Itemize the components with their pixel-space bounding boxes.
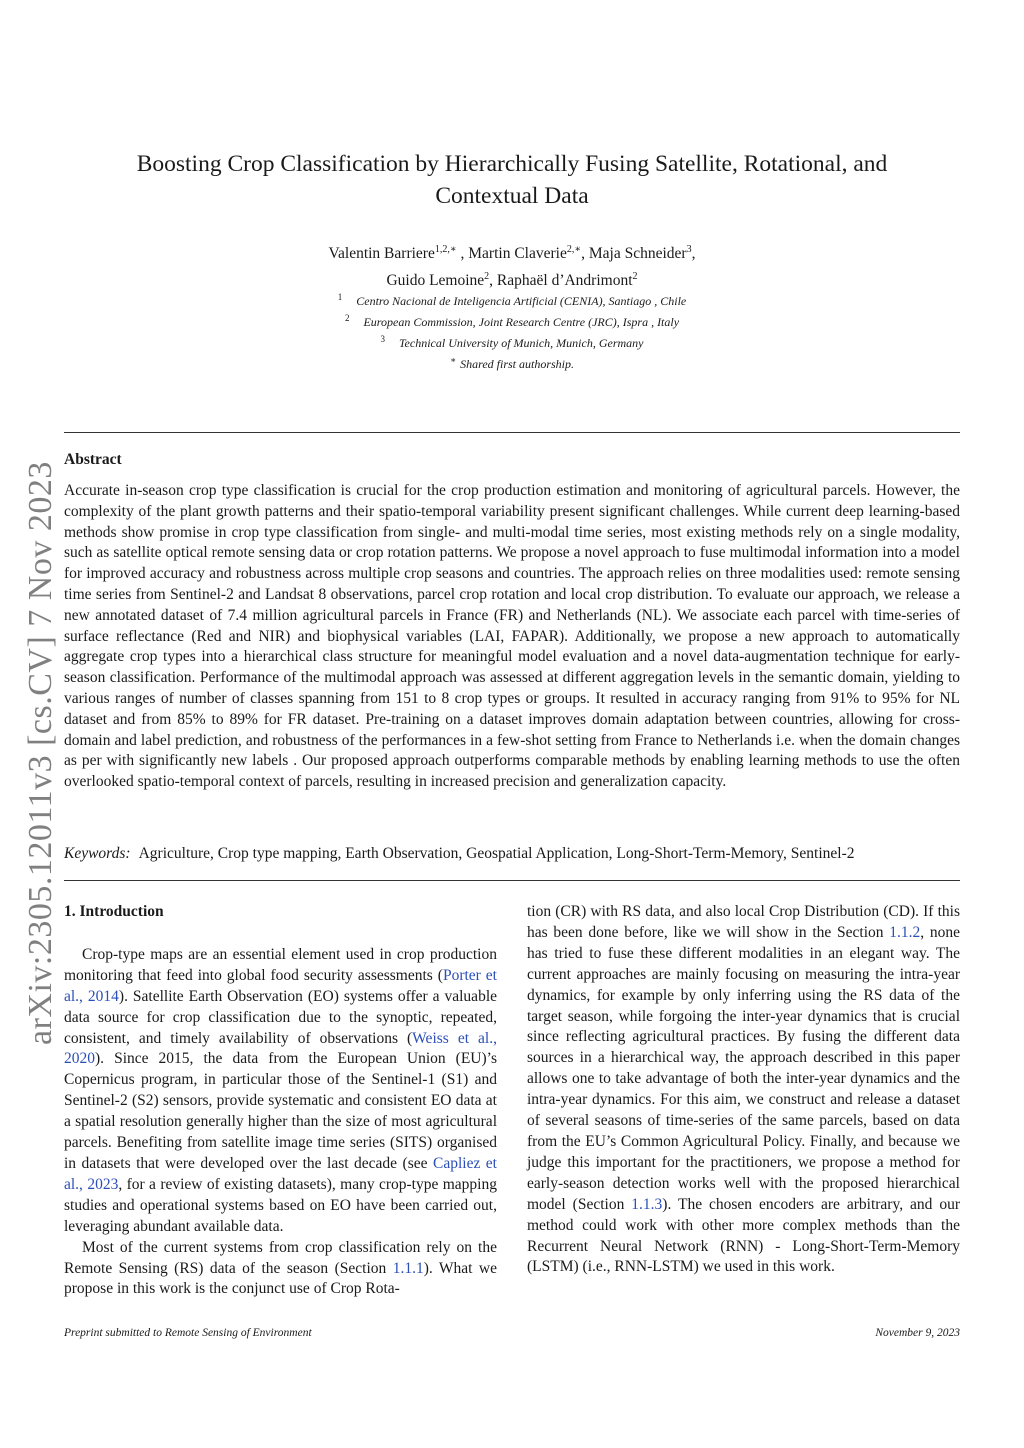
section-ref-link[interactable]: 1.1.1 (392, 1259, 424, 1277)
author-affiliation-mark: 3 (686, 244, 692, 255)
intro-paragraph-2-continued (527, 902, 960, 1278)
author-list (160, 238, 864, 292)
affiliation-number: 2 (344, 313, 350, 323)
abstract-heading: Abstract (64, 451, 122, 468)
affiliation-item (160, 289, 864, 310)
paragraph-text: Most of the current systems from crop classification rely on the Remote Sensing (RS) data of the season (Section (64, 1238, 497, 1277)
paragraph-text: ). The chosen encoders are arbitrary, and our method could work with other more complex methods than the Recurrent Neural Network (RNN) - Long-Short-Term-Memory (LSTM) (i.e., RNN-LSTM) we used in this work. (527, 1195, 960, 1276)
affiliation-item (160, 310, 864, 331)
author-separator: , (691, 245, 696, 263)
author-affiliation-mark: 2 (632, 271, 638, 283)
affiliation-number: ∗ (449, 355, 457, 365)
paragraph-text: , none has tried to fuse these different modalities in an elegant way. The current approaches are mainly focusing on measuring the intra-year dynamics, for example by only inferring using the RS data of the target season, while forgoing the inter-year dynamics that is crucial since reflecting agricultural practices. By fusing the different data sources in a hierarchical way, the approach described in this paper allows one to take advantage of both the inter-year dynamics and the intra-year dynamics. For this aim, we construct and release a dataset of several seasons of time-series of the same parcels, based on data from the EU’s Common Agricultural Policy. Finally, and because we judge this important for the practitioners, we propose a method for early-season detection works well with the proposed hierarchical model (Section (527, 923, 960, 1213)
keywords-list: Agriculture, Crop type mapping, Earth Observation, Geospatial Application, Long-Short-Term-Memory, Sentinel-2 (138, 845, 855, 862)
paragraph-text: Crop-type maps are an essential element used in crop production monitoring that feed into global food security assessments ( (64, 945, 497, 984)
affiliation-text: Shared first authorship. (460, 357, 575, 371)
bottom-divider (64, 880, 960, 881)
citation-link[interactable]: Capliez et al., 2023 (64, 1154, 497, 1193)
keywords (64, 844, 960, 864)
footer-date: November 9, 2023 (875, 1327, 960, 1339)
citation-link[interactable]: Porter et al., 2014 (64, 966, 497, 1005)
arxiv-identifier: arXiv:2305.12011v3 [cs.CV] 7 Nov 2023 (22, 461, 59, 1045)
affiliation-text: Centro Nacional de Inteligencia Artificial (CENIA), Santiago , Chile (356, 294, 687, 308)
footer-preprint-note: Preprint submitted to Remote Sensing of Environment (64, 1327, 312, 1339)
citation-link[interactable]: Weiss et al., 2020 (64, 1029, 497, 1068)
affiliation-text: European Commission, Joint Research Centre (JRC), Ispra , Italy (363, 315, 680, 329)
intro-paragraph-2 (64, 1238, 497, 1301)
paragraph-text: ). Since 2015, the data from the European Union (EU)’s Copernicus program, in particular those of the Sentinel-1 (S1) and Sentinel-2 (S2) sensors, provide systematic and consistent EO data at a spatial resolution generally higher than the size of most agricultural parcels. Benefiting from satellite image time series (SITS) organised in datasets that were developed over the last decade (see (64, 1050, 497, 1172)
paragraph-text: ). What we propose in this work is the conjunct use of Crop Rota- (64, 1259, 497, 1298)
author-affiliation-mark: 2,∗ (566, 244, 582, 255)
intro-paragraph-1 (64, 945, 497, 1238)
top-divider (64, 432, 960, 433)
affiliation-list (160, 289, 864, 373)
affiliation-item (160, 331, 864, 352)
affiliation-number: 1 (337, 292, 343, 302)
left-column (64, 902, 497, 1300)
author-name: Valentin Barriere (328, 245, 435, 263)
author-name: , Martin Claverie (460, 245, 567, 263)
paragraph-text: , for a review of existing datasets), many crop-type mapping studies and operational systems based on EO have been carried out, leveraging abundant available data. (64, 1175, 497, 1235)
section-heading: 1. Introduction (64, 903, 164, 920)
author-affiliation-mark: 1,2,∗ (434, 244, 457, 255)
author-name: Guido Lemoine (386, 272, 485, 290)
abstract-text: Accurate in-season crop type classification is crucial for the crop production estimation and monitoring of agricultural parcels. However, the complexity of the plant growth patterns and their spatio-temporal variability present significant challenges. While current deep learning-based methods show promise in crop type classification from single- and multi-modal time series, most existing methods rely on a single modality, such as satellite optical remote sensing data or crop rotation patterns. We propose a novel approach to fuse multimodal information into a model for improved accuracy and robustness across multiple crop seasons and countries. The approach relies on three modalities used: remote sensing time series from Sentinel-2 and Landsat 8 observations, parcel crop rotation and local crop distribution. To evaluate our approach, we release a new annotated dataset of 7.4 million agricultural parcels in France (FR) and Netherlands (NL). We associate each parcel with time-series of surface reflectance (Red and NIR) and biophysical variables (LAI, FAPAR). Additionally, we propose a new approach to automatically aggregate crop types into a hierarchical class structure for meaningful model evaluation and a novel data-augmentation technique for early-season classification. Performance of the multimodal approach was assessed at different aggregation levels in the semantic domain, yielding to various ranges of number of classes spanning from 151 to 8 crop types or groups. It resulted in accuracy ranging from 91% to 95% for NL dataset and from 85% to 89% for FR dataset. Pre-training on a dataset improves domain adaptation between countries, allowing for cross- domain and label prediction, and robustness of the performances in a few-shot setting from France to Netherlands i.e. when the domain changes as per with significantly new labels . Our proposed approach outperforms comparable methods by enabling learning methods to use the often overlooked spatio-temporal context of parcels, resulting in increased precision and generalization capacity. (64, 482, 960, 791)
author-name: , Maja Schneider (581, 245, 687, 263)
section-ref-link[interactable]: 1.1.3 (631, 1195, 663, 1213)
affiliation-item (160, 352, 864, 373)
right-column (527, 902, 960, 1278)
paper-title: Boosting Crop Classification by Hierarchically Fusing Satellite, Rotational, and Contextual Data (136, 151, 888, 209)
section-ref-link[interactable]: 1.1.2 (889, 923, 921, 941)
keywords-label: Keywords: (64, 845, 131, 862)
paragraph-text: tion (CR) with RS data, and also local Crop Distribution (CD). If this has been done before, like we will show in the Section (527, 903, 960, 941)
affiliation-text: Technical University of Munich, Munich, Germany (398, 336, 644, 350)
author-name: , Raphaël d’Andrimont (489, 272, 633, 290)
affiliation-number: 3 (380, 334, 385, 344)
paragraph-text: ). Satellite Earth Observation (EO) systems offer a valuable data source for crop classification due to the synoptic, repeated, consistent, and timely availability of observations ( (64, 987, 498, 1047)
author-affiliation-mark: 2 (484, 271, 490, 283)
